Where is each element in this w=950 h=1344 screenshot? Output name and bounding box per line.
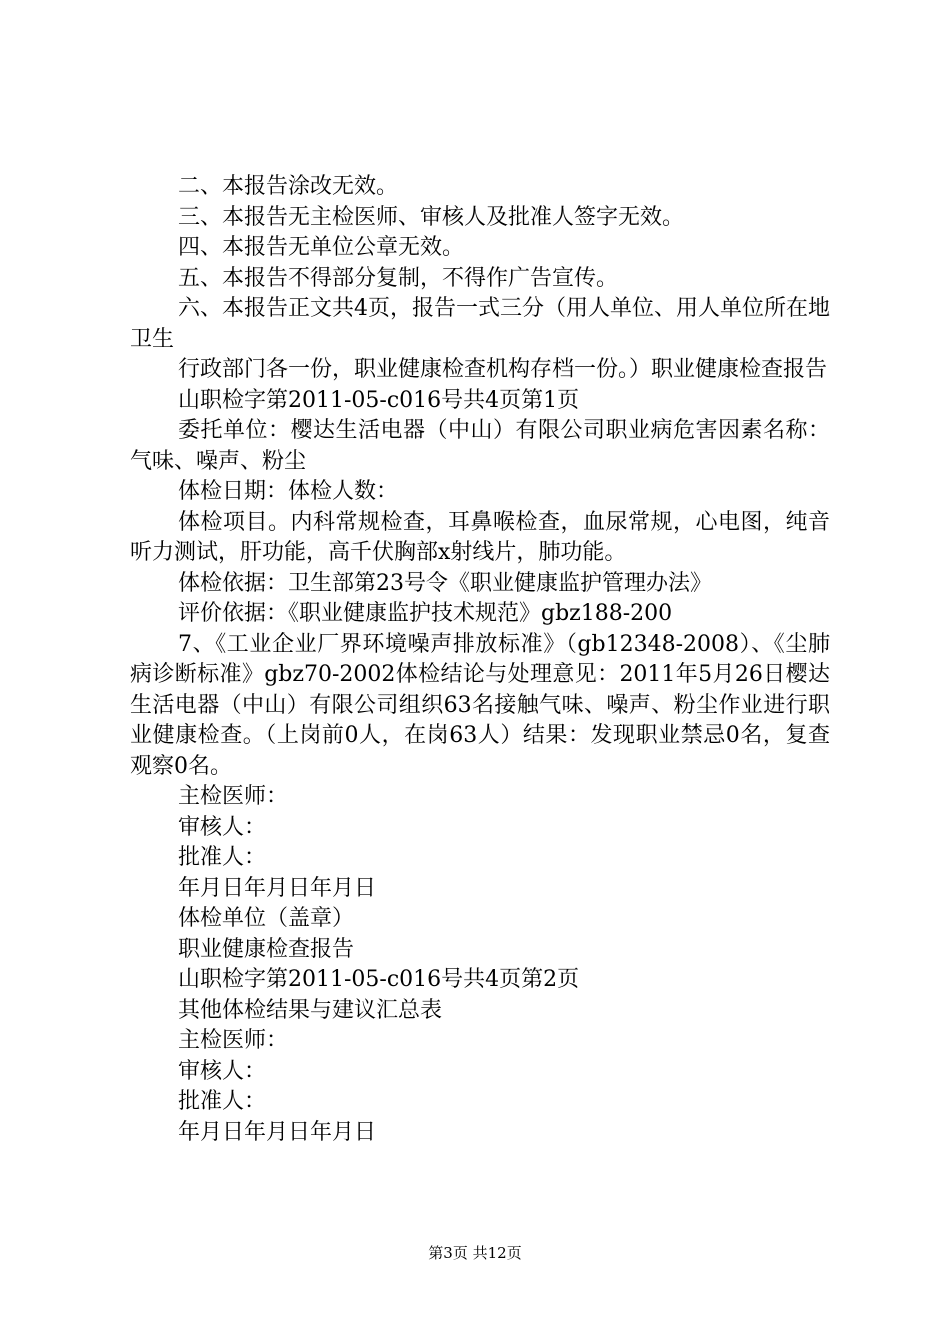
paragraph: 二、本报告涂改无效。 — [178, 174, 399, 199]
paragraph: 7、《工业企业厂界环境噪声排放标准》（gb12348-2008）、《尘肺病诊断标准》gbz70-2002体检结论与处理意见：2011年5月26日樱达生活电器（中山）有限公司组织63名接触气味、噪声、粉尘作业进行职业健康检查。（上岗前0人，在岗63人）结果：发现职业禁忌0名，复查观察0名。 — [130, 631, 830, 779]
page-number-footer: 第3页 共12页 — [428, 1244, 522, 1262]
paragraph: 审核人： — [178, 1058, 267, 1084]
paragraph: 体检依据：卫生部第23号令《职业健康监护管理办法》 — [178, 570, 712, 596]
paragraph: 四、本报告无单位公章无效。 — [178, 235, 465, 260]
paragraph: 评价依据：《职业健康监护技术规范》gbz188-200 — [178, 601, 673, 626]
paragraph: 审核人： — [178, 814, 267, 840]
paragraph: 三、本报告无主检医师、审核人及批准人签字无效。 — [178, 204, 685, 230]
paragraph: 批准人： — [178, 1089, 267, 1114]
paragraph: 体检单位（盖章） — [178, 906, 355, 931]
paragraph: 主检医师： — [178, 1028, 289, 1053]
paragraph: 年月日年月日年月日 — [178, 1119, 377, 1145]
paragraph: 六、本报告正文共4页，报告一式三分（用人单位、用人单位所在地卫生 — [130, 296, 830, 352]
paragraph: 职业健康检查报告 — [178, 936, 355, 962]
paragraph: 批准人： — [178, 845, 267, 870]
paragraph: 五、本报告不得部分复制，不得作广告宣传。 — [178, 265, 619, 291]
paragraph: 委托单位：樱达生活电器（中山）有限公司职业病危害因素名称：气味、噪声、粉尘 — [130, 418, 830, 474]
paragraph: 山职检字第2011-05-c016号共4页第2页 — [178, 967, 580, 992]
paragraph: 年月日年月日年月日 — [178, 875, 377, 901]
document-body — [130, 172, 830, 1148]
paragraph: 主检医师： — [178, 784, 289, 809]
paragraph: 体检项目。内科常规检查，耳鼻喉检查，血尿常规，心电图，纯音听力测试，肝功能，高千伏胸部x射线片，肺功能。 — [130, 509, 830, 565]
paragraph: 其他体检结果与建议汇总表 — [178, 997, 443, 1023]
paragraph: 行政部门各一份，职业健康检查机构存档一份。）职业健康检查报告 — [178, 357, 828, 382]
paragraph: 山职检字第2011-05-c016号共4页第1页 — [178, 387, 580, 413]
paragraph: 体检日期：体检人数： — [178, 479, 399, 504]
